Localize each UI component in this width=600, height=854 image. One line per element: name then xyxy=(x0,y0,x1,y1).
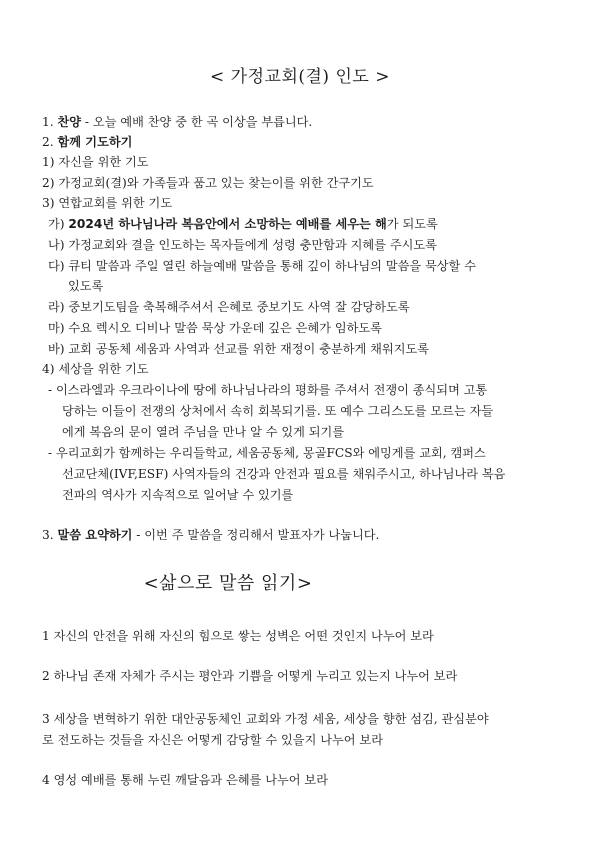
section-text: - 이번 주 말씀을 정리해서 발표자가 나눕니다. xyxy=(132,528,380,542)
section-title-life-reading: <삶으로 말씀 읽기> xyxy=(143,573,313,594)
prayer-subitem-na: 나) 가정교회와 결을 인도하는 목자들에게 성령 충만함과 지혜를 주시도록 xyxy=(48,238,437,252)
question-4: 4 영성 예배를 통해 누린 깨달음과 은혜를 나누어 보라 xyxy=(42,773,328,787)
section-number: 3. xyxy=(42,528,54,542)
section-prayer xyxy=(42,132,132,152)
section-praise xyxy=(42,112,312,132)
section-heading-summary: 말씀 요약하기 xyxy=(57,528,133,542)
world-prayer-2-line3: 전파의 역사가 지속적으로 일어날 수 있기를 xyxy=(62,488,294,502)
subitem-prefix: 가) xyxy=(48,217,69,231)
subitem-text: 가 되도록 xyxy=(386,217,438,231)
prayer-subitem-ba: 바) 교회 공동체 세움과 사역과 선교를 위한 재정이 충분하게 채워지도록 xyxy=(48,342,430,356)
section-heading-praise: 찬양 xyxy=(57,115,82,129)
prayer-subitem-da: 다) 큐티 말씀과 주일 열린 하늘예배 말씀을 통해 깊이 하나님의 말씀을 묵상할 수 xyxy=(48,259,476,273)
section-heading-prayer: 함께 기도하기 xyxy=(57,135,133,149)
world-prayer-1-line2: 당하는 이들이 전쟁의 상처에서 속히 회복되기를. 또 예수 그리스도를 모르는 자들 xyxy=(62,404,494,418)
world-prayer-1-line1: - 이스라엘과 우크라이나에 땅에 하나님나라의 평화를 주셔서 전쟁이 종식되며 고통 xyxy=(48,383,488,397)
section-summary xyxy=(42,525,379,545)
subitem-bold-text: 2024년 하나님나라 복음안에서 소망하는 예배를 세우는 해 xyxy=(68,217,387,231)
prayer-item-1: 1) 자신을 위한 기도 xyxy=(42,155,149,169)
prayer-subitem-ra: 라) 중보기도팀을 축복해주셔서 은혜로 중보기도 사역 잘 감당하도록 xyxy=(48,300,410,314)
prayer-subitem-da-cont: 있도록 xyxy=(68,279,104,293)
world-prayer-2-line1: - 우리교회가 함께하는 우리들학교, 세움공동체, 몽골FCS와 에밍게를 교회, 캠퍼스 xyxy=(48,446,486,460)
question-1: 1 자신의 안전을 위해 자신의 힘으로 쌓는 성벽은 어떤 것인지 나누어 보라 xyxy=(42,629,434,643)
prayer-subitem-ga xyxy=(48,214,438,234)
world-prayer-1-line3: 에게 복음의 문이 열려 주님을 만나 알 수 있게 되기를 xyxy=(62,425,345,439)
section-number: 1. xyxy=(42,115,54,129)
question-3-line2: 로 전도하는 것들을 자신은 어떻게 감당할 수 있을지 나누어 보라 xyxy=(42,733,383,747)
page-title: < 가정교회(결) 인도 > xyxy=(210,67,390,87)
prayer-item-2: 2) 가정교회(결)와 가족들과 품고 있는 찾는이를 위한 간구기도 xyxy=(42,176,374,190)
prayer-subitem-ma: 마) 수요 렉시오 디비나 말씀 묵상 가운데 깊은 은혜가 임하도록 xyxy=(48,321,382,335)
question-3-line1: 3 세상을 변혁하기 위한 대안공동체인 교회와 가정 세움, 세상을 향한 섬김, 관심분야 xyxy=(42,712,489,726)
world-prayer-2-line2: 선교단체(IVF,ESF) 사역자들의 건강과 안전과 필요를 채워주시고, 하나님나라 복음 xyxy=(62,467,506,481)
section-number: 2. xyxy=(42,135,54,149)
prayer-item-3: 3) 연합교회를 위한 기도 xyxy=(42,196,173,210)
prayer-item-4: 4) 세상을 위한 기도 xyxy=(42,362,149,376)
question-2: 2 하나님 존재 자체가 주시는 평안과 기쁨을 어떻게 누리고 있는지 나누어 보라 xyxy=(42,669,458,683)
section-text: - 오늘 예배 찬양 중 한 곡 이상을 부릅니다. xyxy=(81,115,313,129)
